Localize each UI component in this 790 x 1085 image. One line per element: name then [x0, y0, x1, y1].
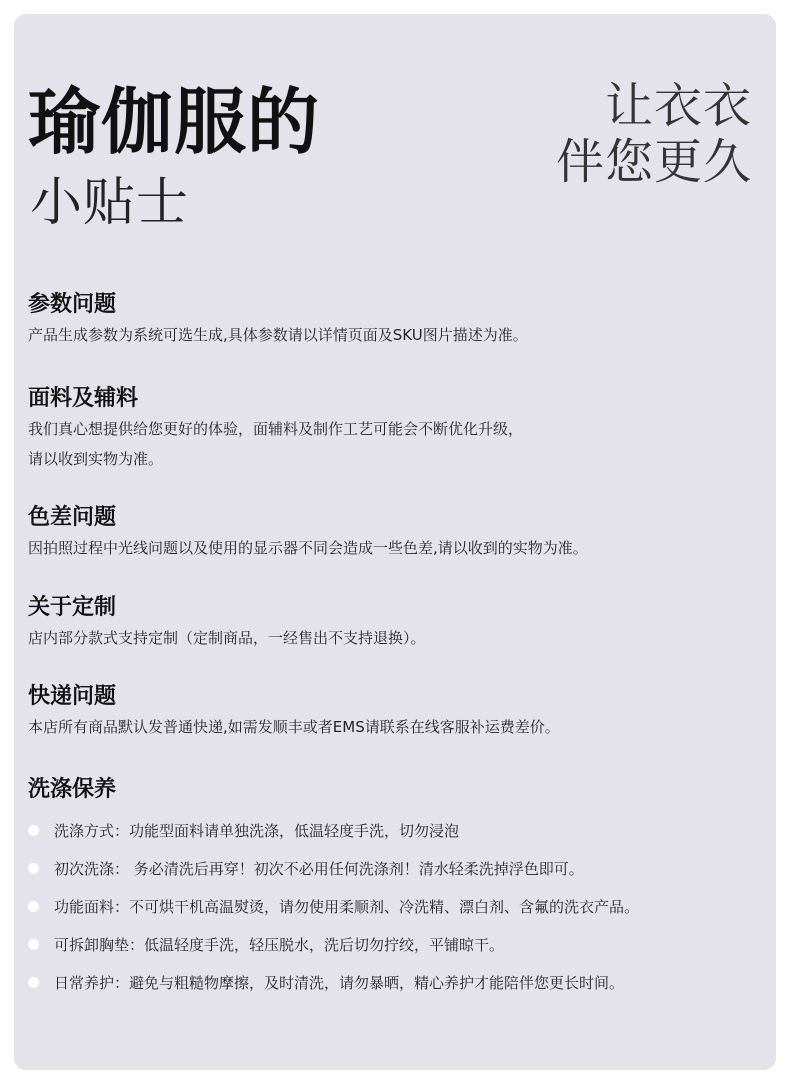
- section-text: 店内部分款式支持定制（定制商品，一经售出不支持退换）。: [28, 629, 426, 647]
- list-item: [28, 964, 773, 1002]
- section-heading: 关于定制: [28, 595, 117, 620]
- section-text: 产品生成参数为系统可选生成,具体参数请以详情页面及SKU图片描述为准。: [28, 326, 528, 344]
- section-shipping: [28, 682, 768, 742]
- section-text: 请以收到实物为准。: [28, 450, 164, 468]
- bullet-dot-icon: [28, 825, 39, 836]
- section-text: 因拍照过程中光线问题以及使用的显示器不同会造成一些色差,请以收到的实物为准。: [28, 539, 588, 557]
- list-item: [28, 888, 773, 926]
- section-heading: 洗涤保养: [28, 777, 117, 802]
- section-color-difference: [28, 503, 768, 563]
- list-item: [28, 850, 773, 888]
- care-item-text: 洗涤方式：功能型面料请单独洗涤，低温轻度手洗，切勿浸泡: [54, 822, 460, 840]
- care-item-text: 可拆卸胸垫：低温轻度手洗，轻压脱水，洗后切勿拧绞，平铺晾干。: [54, 936, 505, 954]
- bullet-dot-icon: [28, 977, 39, 988]
- care-item-text: 功能面料：不可烘干机高温熨烫，请勿使用柔顺剂、冷洗精、漂白剂、含氟的洗衣产品。: [54, 898, 640, 916]
- bullet-dot-icon: [28, 939, 39, 950]
- slogan-line-1: 让衣衣: [604, 78, 752, 134]
- list-item: [28, 812, 773, 850]
- slogan-line-2: 伴您更久: [555, 134, 752, 190]
- section-care: [28, 775, 768, 805]
- care-item-text: 日常养护：避免与粗糙物摩擦，及时清洗，请勿暴晒，精心养护才能陪伴您更长时间。: [54, 974, 625, 992]
- care-list: [28, 812, 773, 1002]
- list-item: [28, 926, 773, 964]
- bullet-dot-icon: [28, 901, 39, 912]
- slogan: [556, 78, 752, 190]
- page-subtitle: 小贴士: [30, 173, 190, 233]
- page-title: 瑜伽服的: [28, 80, 321, 164]
- section-heading: 色差问题: [28, 505, 117, 530]
- section-heading: 参数问题: [28, 292, 117, 317]
- section-parameters: [28, 290, 768, 350]
- care-item-text: 初次洗涤： 务必清洗后再穿！初次不必用任何洗涤剂！清水轻柔洗掉浮色即可。: [54, 860, 584, 878]
- section-fabric: [28, 384, 768, 474]
- section-customization: [28, 593, 768, 653]
- section-text: 本店所有商品默认发普通快递,如需发顺丰或者EMS请联系在线客服补运费差价。: [28, 718, 560, 736]
- section-heading: 面料及辅料: [28, 386, 139, 411]
- bullet-dot-icon: [28, 863, 39, 874]
- section-text: 我们真心想提供给您更好的体验，面辅料及制作工艺可能会不断优化升级，: [28, 420, 524, 438]
- section-heading: 快递问题: [28, 684, 117, 709]
